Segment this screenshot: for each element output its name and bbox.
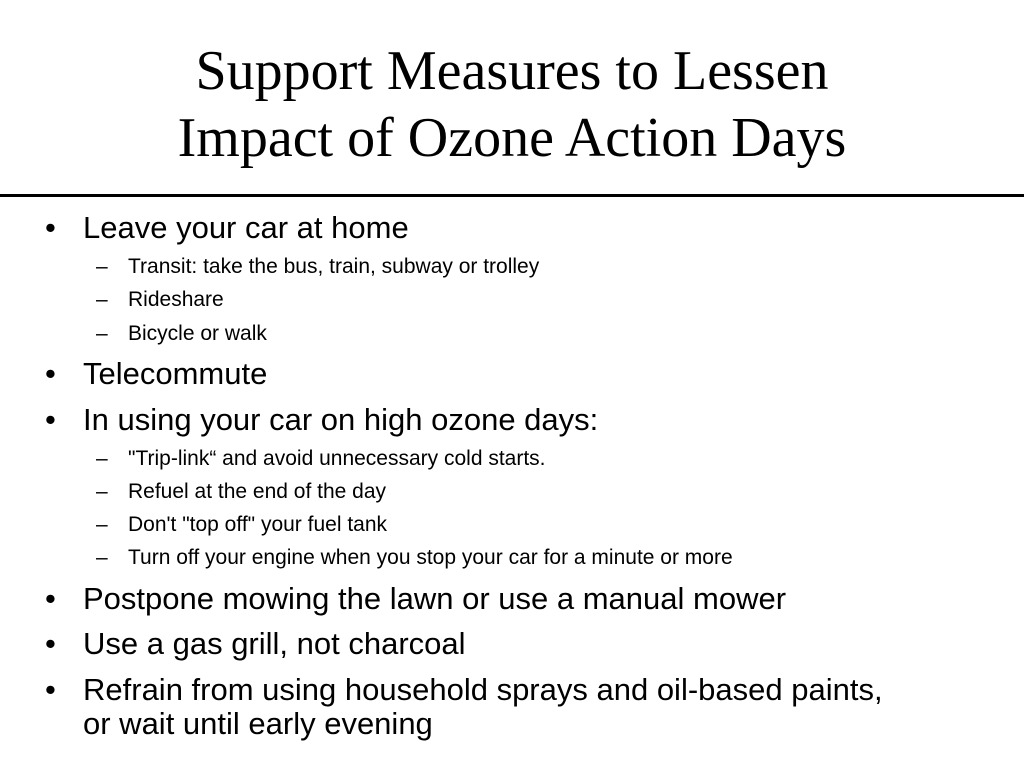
bullet-item bbox=[45, 672, 883, 741]
sub-bullet-item bbox=[96, 288, 224, 312]
slide-title-line: Support Measures to Lessen bbox=[195, 40, 829, 102]
bullet-marker: • bbox=[45, 210, 56, 245]
bullet-text: Refrain from using household sprays and oil-based paints, bbox=[83, 672, 883, 707]
sub-bullet-text: Refuel at the end of the day bbox=[128, 480, 387, 503]
sub-bullet-item bbox=[96, 447, 546, 471]
sub-bullet-item bbox=[96, 480, 387, 504]
sub-bullet-item bbox=[96, 255, 540, 279]
sub-bullet-marker: – bbox=[96, 546, 108, 569]
bullet-marker: • bbox=[45, 581, 56, 616]
bullet-marker: • bbox=[45, 626, 56, 661]
bullet-text: Use a gas grill, not charcoal bbox=[83, 626, 466, 661]
bullet-item bbox=[45, 626, 466, 661]
bullet-item bbox=[45, 356, 268, 391]
bullet-text: Leave your car at home bbox=[83, 210, 409, 245]
sub-bullet-marker: – bbox=[96, 255, 108, 278]
sub-bullet-marker: – bbox=[96, 480, 108, 503]
bullet-marker: • bbox=[45, 672, 56, 707]
bullet-text: Telecommute bbox=[83, 356, 268, 391]
bullet-text: Postpone mowing the lawn or use a manual mower bbox=[83, 581, 787, 616]
bullet-item bbox=[45, 581, 787, 616]
sub-bullet-text: Rideshare bbox=[128, 288, 224, 311]
sub-bullet-item bbox=[96, 513, 388, 537]
bullet-marker: • bbox=[45, 356, 56, 391]
sub-bullet-text: "Trip-link“ and avoid unnecessary cold starts. bbox=[128, 447, 546, 470]
sub-bullet-marker: – bbox=[96, 447, 108, 470]
sub-bullet-text: Transit: take the bus, train, subway or trolley bbox=[128, 255, 540, 278]
sub-bullet-text: Bicycle or walk bbox=[128, 322, 267, 345]
sub-bullet-marker: – bbox=[96, 513, 108, 536]
bullet-item bbox=[45, 210, 409, 245]
sub-bullet-marker: – bbox=[96, 322, 108, 345]
sub-bullet-text: Turn off your engine when you stop your car for a minute or more bbox=[128, 546, 733, 569]
bullet-text: or wait until early evening bbox=[83, 706, 433, 741]
sub-bullet-text: Don't "top off" your fuel tank bbox=[128, 513, 388, 536]
slide-title-line: Impact of Ozone Action Days bbox=[177, 107, 847, 169]
sub-bullet-marker: – bbox=[96, 288, 108, 311]
bullet-item bbox=[45, 402, 599, 437]
bullet-marker: • bbox=[45, 402, 56, 437]
sub-bullet-item bbox=[96, 546, 733, 570]
bullet-text: In using your car on high ozone days: bbox=[83, 402, 599, 437]
sub-bullet-item bbox=[96, 322, 267, 346]
